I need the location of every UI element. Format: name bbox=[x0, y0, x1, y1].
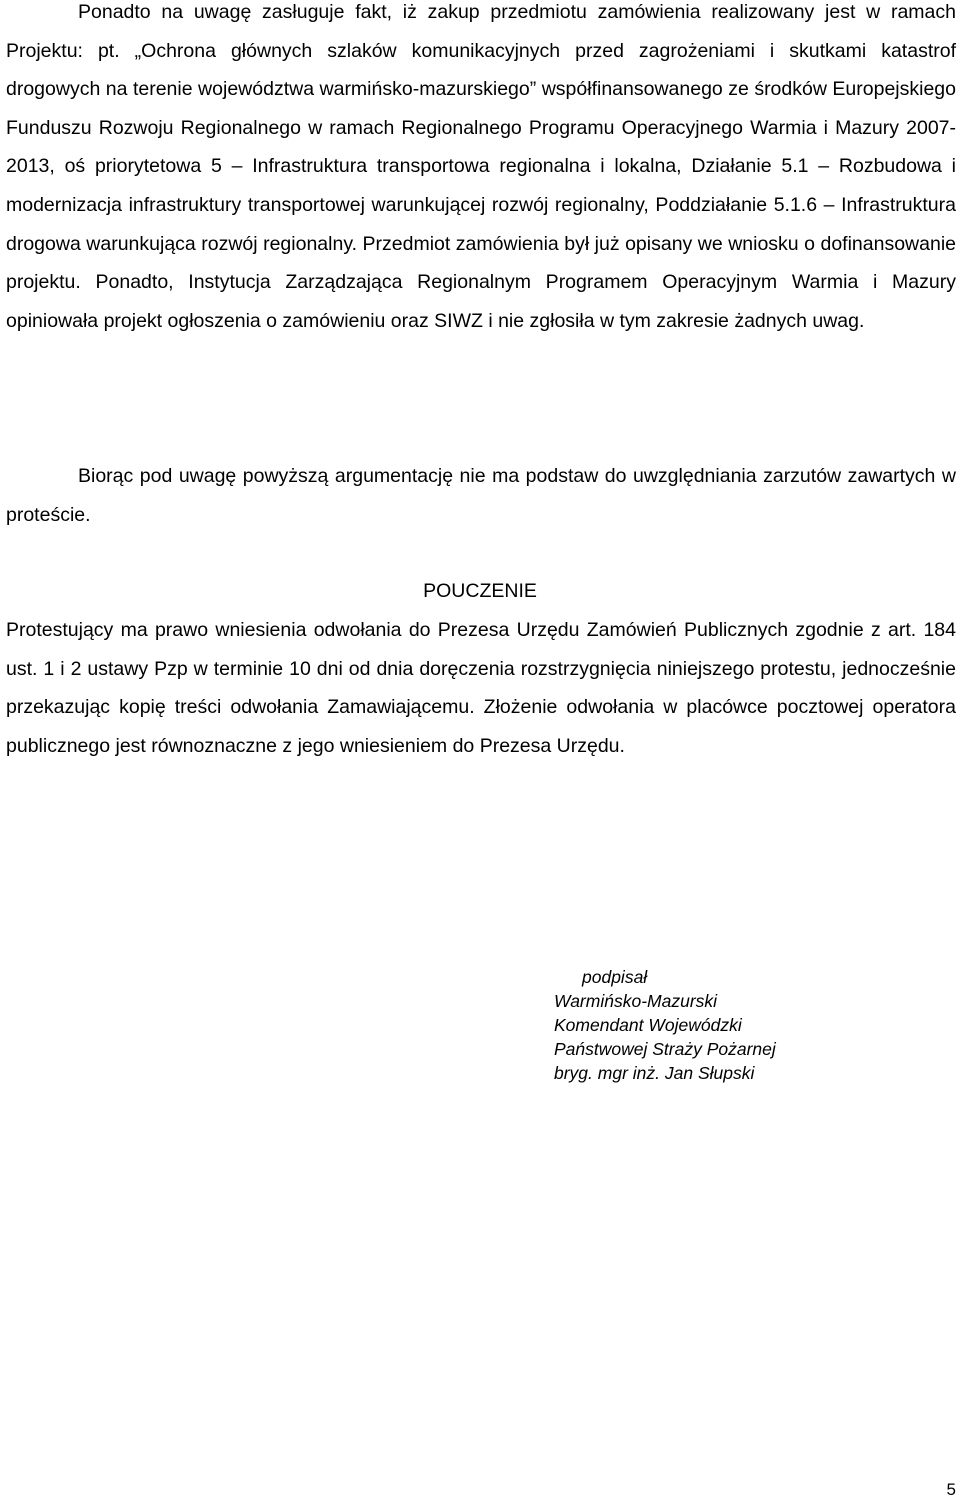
page-number: 5 bbox=[946, 1480, 956, 1499]
paragraph-project-funding: Ponadto na uwagę zasługuje fakt, iż zakup przedmiotu zamówienia realizowany jest w ramach Projektu: pt. „Ochrona głównych szlaków komunikacyjnych przed zagrożeniami i skutkami katastrof drogowych na terenie województwa warmińsko-mazurskiego” współfinansowanego ze środków Europejskiego Funduszu Rozwoju Regionalnego w ramach Regionalnego Programu Operacyjnego Warmia i Mazury 2007-2013, oś priorytetowa 5 – Infrastruktura transportowa regionalna i lokalna, Działanie 5.1 – Rozbudowa i modernizacja infrastruktury transportowej warunkującej rozwój regionalny, Poddziałanie 5.1.6 – Infrastruktura drogowa warunkująca rozwój regionalny. Przedmiot zamówienia był już opisany we wniosku o dofinansowanie projektu. Ponadto, Instytucja Zarządzająca Regionalnym Programem Operacyjnym Warmia i Mazury opiniowała projekt ogłoszenia o zamówieniu oraz SIWZ i nie zgłosiła w tym zakresie żadnych uwag. bbox=[6, 1, 956, 332]
signature-line: podpisał bbox=[582, 967, 648, 987]
signature-name: bryg. mgr inż. Jan Słupski bbox=[554, 1063, 755, 1083]
section-heading-pouczenie: POUCZENIE bbox=[423, 580, 537, 602]
signature-line: Państwowej Straży Pożarnej bbox=[554, 1039, 776, 1059]
signature-line: Komendant Wojewódzki bbox=[554, 1015, 742, 1035]
signature-line: Warmińsko-Mazurski bbox=[554, 991, 718, 1011]
paragraph-conclusion: Biorąc pod uwagę powyższą argumentację nie ma podstaw do uwzględniania zarzutów zawartych w proteście. bbox=[6, 465, 956, 526]
paragraph-instruction: Protestujący ma prawo wniesienia odwołania do Prezesa Urzędu Zamówień Publicznych zgodnie z art. 184 ust. 1 i 2 ustawy Pzp w terminie 10 dni od dnia doręczenia rozstrzygnięcia niniejszego protestu, jednocześnie przekazując kopię treści odwołania Zamawiającemu. Złożenie odwołania w placówce pocztowej operatora publicznego jest równoznaczne z jego wniesieniem do Prezesa Urzędu. bbox=[6, 619, 956, 757]
signature-block bbox=[554, 965, 776, 1085]
